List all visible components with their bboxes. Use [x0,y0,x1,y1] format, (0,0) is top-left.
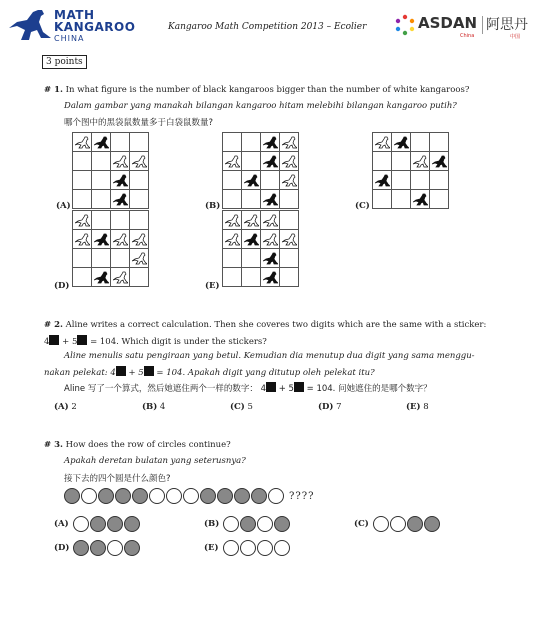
gray-circle [274,516,290,532]
grid-cell [261,133,280,152]
white-circle [274,540,290,556]
eq-digit-4: 4 [44,337,50,347]
asdan-star-icon [394,14,416,36]
grid-cell [242,211,261,230]
grid-cell [130,211,149,230]
grid-cell [223,268,242,287]
grid-cell [280,133,299,152]
logo-line-kangaroo: KANGAROO [54,20,136,34]
gray-circle [90,540,106,556]
grid-cell [92,171,111,190]
gray-circle [240,516,256,532]
black-kangaroo-icon [113,174,128,187]
grid-cell [242,190,261,209]
gray-circle [98,488,114,504]
grid-cell [111,133,130,152]
grid-cell [73,249,92,268]
black-kangaroo-icon [263,193,278,206]
gray-circle [124,516,140,532]
grid-cell [261,230,280,249]
asdan-small-en: China [460,33,475,39]
q2-malay-b [44,366,375,378]
white-kangaroo-icon [225,155,240,168]
points-box: 3 points [42,55,87,69]
grid-cell [280,230,299,249]
asdan-small-cn: 中国 [510,34,521,40]
white-kangaroo-icon [413,155,428,168]
circle-option [354,516,441,532]
grid-cell [73,171,92,190]
answer-option [318,402,342,412]
grid-cell [373,152,392,171]
white-circle [257,516,273,532]
kangaroo-grid [72,210,149,287]
grid-cell [223,230,242,249]
q3-english [44,440,231,450]
answer-value: 8 [420,402,429,412]
white-kangaroo-icon [282,233,297,246]
logo-line-math: MATH [54,8,95,22]
white-circle [166,488,182,504]
black-kangaroo-icon [394,136,409,149]
eq-result: = 104. [156,368,186,378]
grid-cell [73,190,92,209]
grid-cell [280,171,299,190]
q2-chinese-pre: Aline 写了一个算式，然后她遮住两个一样的数字： [64,384,258,394]
gray-circle [132,488,148,504]
circle-option [54,516,141,532]
black-kangaroo-icon [432,155,447,168]
grid-cell [242,152,261,171]
option-label: (E) [204,543,219,553]
gray-circle [115,488,131,504]
grid-cell [392,190,411,209]
grid-cell [223,249,242,268]
gray-circle [200,488,216,504]
white-circle [257,540,273,556]
q2-chinese-post: 问她遮住的是哪个数字？ [338,384,432,394]
grid-cell [261,152,280,171]
white-kangaroo-icon [113,155,128,168]
q1-english [44,85,469,95]
page-title: Kangaroo Math Competition 2013 – Ecolier [168,22,367,32]
answer-value: 7 [333,402,342,412]
white-kangaroo-icon [282,136,297,149]
grid-cell [280,249,299,268]
grid-cell [430,171,449,190]
gray-circle [107,516,123,532]
option-label: (A) [54,519,69,529]
white-kangaroo-icon [263,214,278,227]
white-kangaroo-icon [132,233,147,246]
q3-malay: Apakah deretan bulatan yang seterusnya? [64,456,246,466]
grid-cell [223,152,242,171]
white-kangaroo-icon [244,214,259,227]
option-label: (D) [54,281,70,291]
grid-cell [261,190,280,209]
eq-plus-5: + 5 [278,384,294,394]
white-circle [107,540,123,556]
asdan-chinese-name: 阿思丹 [486,17,528,33]
grid-cell [280,211,299,230]
answer-option [54,402,77,412]
option-label: (A) [56,201,71,211]
q1-malay: Dalam gambar yang manakah bilangan kangaroo hitam melebihi bilangan kangaroo putih? [64,101,457,111]
option-label: (D) [54,543,70,553]
grid-cell [73,152,92,171]
kangaroo-logo-icon [8,8,52,42]
white-kangaroo-icon [225,233,240,246]
grid-cell [92,133,111,152]
grid-cell [261,268,280,287]
grid-cell [111,190,130,209]
sticker [294,382,304,392]
kangaroo-grid [372,132,449,209]
grid-cell [430,133,449,152]
grid-cell [373,133,392,152]
white-circle [240,540,256,556]
grid-cell [242,171,261,190]
grid-cell [261,211,280,230]
gray-circle [234,488,250,504]
grid-cell [223,190,242,209]
grid-cell [130,249,149,268]
option-label: (B) [205,201,221,211]
grid-cell [223,171,242,190]
white-kangaroo-icon [282,174,297,187]
white-kangaroo-icon [375,136,390,149]
grid-cell [373,171,392,190]
q2-chinese [64,382,432,394]
white-circle [183,488,199,504]
white-circle [223,540,239,556]
gray-circle [407,516,423,532]
white-kangaroo-icon [132,252,147,265]
option-label: (C) [354,519,369,529]
gray-circle [424,516,440,532]
black-kangaroo-icon [263,136,278,149]
grid-cell [261,249,280,268]
black-kangaroo-icon [244,174,259,187]
kangaroo-grid [222,210,299,287]
grid-cell [111,211,130,230]
white-kangaroo-icon [263,233,278,246]
answer-option [142,402,165,412]
answer-label: (C) [230,402,245,412]
black-kangaroo-icon [94,233,109,246]
kangaroo-grid [222,132,299,209]
answer-label: (B) [142,402,158,412]
white-circle [149,488,165,504]
sticker [144,366,154,376]
white-kangaroo-icon [282,155,297,168]
asdan-name: ASDAN [418,14,478,32]
gray-circle [73,540,89,556]
eq-plus-5: + 5 [62,337,78,347]
grid-cell [130,133,149,152]
grid-cell [411,133,430,152]
math-kangaroo-logo [8,6,136,44]
white-kangaroo-icon [75,233,90,246]
kangaroo-grid [72,132,149,209]
q3-english-text: How does the row of circles continue? [65,440,231,450]
white-circle [223,516,239,532]
black-kangaroo-icon [375,174,390,187]
gray-circle [124,540,140,556]
answer-label: (D) [318,402,334,412]
q2-english-a [44,320,486,330]
grid-cell [130,268,149,287]
answer-value: 2 [68,402,77,412]
grid-cell [242,268,261,287]
black-kangaroo-icon [263,155,278,168]
q2-malay-b-post: Apakah digit yang ditutup oleh pelekat itu? [187,368,375,378]
grid-cell [223,133,242,152]
grid-cell [392,133,411,152]
grid-cell [92,249,111,268]
logo-divider [482,16,483,34]
q2-malay-b-pre: nakan pelekat: [44,368,108,378]
sticker [77,335,87,345]
white-circle [73,516,89,532]
grid-cell [280,152,299,171]
question-marks: ???? [289,490,315,502]
grid-cell [111,230,130,249]
option-label: (E) [205,281,220,291]
black-kangaroo-icon [94,271,109,284]
white-kangaroo-icon [225,214,240,227]
black-kangaroo-icon [244,233,259,246]
grid-cell [392,152,411,171]
q2-malay-a: Aline menulis satu pengiraan yang betul. Kemudian dia menutup dua digit yang sama menggu- [64,351,475,361]
black-kangaroo-icon [413,193,428,206]
gray-circle [251,488,267,504]
white-kangaroo-icon [75,136,90,149]
grid-cell [411,171,430,190]
logo-line-china: CHINA [54,34,85,43]
grid-cell [280,268,299,287]
white-circle [390,516,406,532]
grid-cell [223,211,242,230]
grid-cell [92,152,111,171]
grid-cell [73,268,92,287]
answer-value: 4 [157,402,166,412]
q1-chinese: 哪个图中的黑袋鼠数量多于白袋鼠数量? [64,118,214,128]
grid-cell [430,190,449,209]
white-circle [373,516,389,532]
eq-digit-4: 4 [260,384,266,394]
eq-plus-5: + 5 [128,368,144,378]
white-kangaroo-icon [113,233,128,246]
grid-cell [73,133,92,152]
grid-cell [130,171,149,190]
sticker [266,382,276,392]
grid-cell [73,211,92,230]
gray-circle [90,516,106,532]
white-kangaroo-icon [132,155,147,168]
eq-digit-4: 4 [110,368,116,378]
answer-label: (E) [406,402,421,412]
black-kangaroo-icon [263,271,278,284]
grid-cell [92,230,111,249]
grid-cell [392,171,411,190]
grid-cell [111,171,130,190]
circle-sequence [64,488,314,504]
q3-number: # 3. [44,440,63,450]
white-circle [268,488,284,504]
eq-result: = 104. [306,384,336,394]
grid-cell [111,249,130,268]
white-kangaroo-icon [75,214,90,227]
circle-option [204,540,291,556]
gray-circle [64,488,80,504]
black-kangaroo-icon [263,252,278,265]
black-kangaroo-icon [94,136,109,149]
grid-cell [111,268,130,287]
gray-circle [217,488,233,504]
grid-cell [73,230,92,249]
grid-cell [242,249,261,268]
grid-cell [411,152,430,171]
sticker [49,335,59,345]
answer-option [230,402,253,412]
grid-cell [130,152,149,171]
q2-english-b [44,335,267,347]
grid-cell [130,230,149,249]
q2-english-b-text: Which digit is under the stickers? [121,337,267,347]
grid-cell [92,211,111,230]
grid-cell [92,268,111,287]
grid-cell [242,230,261,249]
q2-english-a-text: Aline writes a correct calculation. Then she coveres two digits which are the same with a sticker: [65,320,487,330]
grid-cell [373,190,392,209]
circle-option [54,540,141,556]
asdan-logo [394,10,534,44]
grid-cell [242,133,261,152]
black-kangaroo-icon [113,193,128,206]
grid-cell [111,152,130,171]
q1-english-text: In what figure is the number of black kangaroos bigger than the number of white kangaroos? [65,85,470,95]
grid-cell [130,190,149,209]
grid-cell [411,190,430,209]
q1-number: # 1. [44,85,63,95]
circle-option [204,516,291,532]
answer-option [406,402,429,412]
grid-cell [92,190,111,209]
sticker [116,366,126,376]
q3-chinese: 接下去的四个圆是什么颜色? [64,474,171,484]
answer-value: 5 [244,402,253,412]
option-label: (B) [204,519,220,529]
q2-number: # 2. [44,320,63,330]
answer-label: (A) [54,402,69,412]
option-label: (C) [355,201,370,211]
white-kangaroo-icon [113,271,128,284]
grid-cell [280,190,299,209]
grid-cell [261,171,280,190]
white-circle [81,488,97,504]
grid-cell [430,152,449,171]
eq-result: = 104. [90,337,119,347]
